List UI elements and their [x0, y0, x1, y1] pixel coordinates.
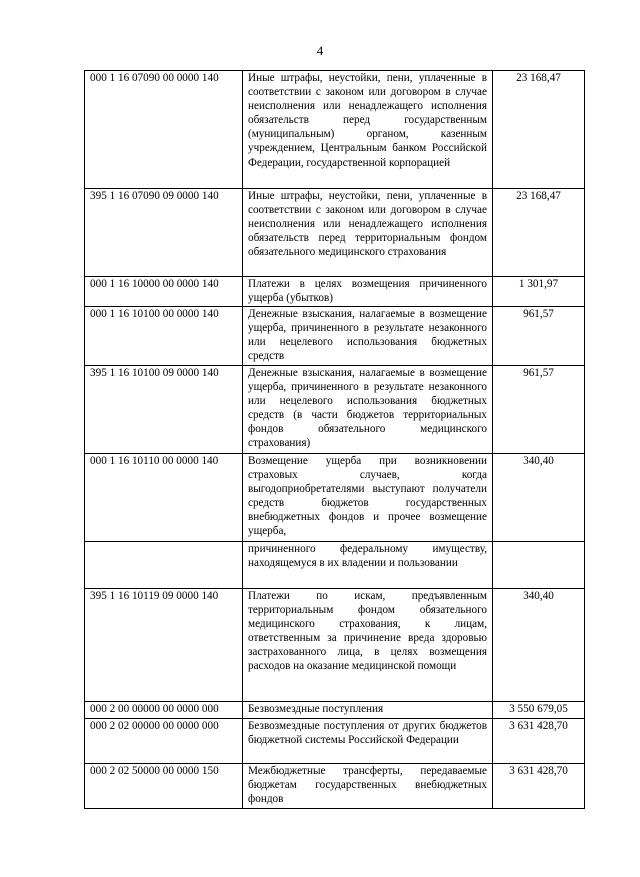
revenue-name-cell: Безвозмездные поступления	[243, 702, 493, 719]
budget-code-cell: 395 1 16 07090 09 0000 140	[85, 189, 243, 277]
amount-cell: 961,57	[493, 366, 585, 454]
revenue-name-cell: причиненного федеральному имуществу, находящемуся в их владении и пользовании	[243, 542, 493, 589]
amount-cell: 23 168,47	[493, 189, 585, 277]
budget-code-cell: 395 1 16 10100 09 0000 140	[85, 366, 243, 454]
revenue-name-cell: Денежные взыскания, налагаемые в возмещение ущерба, причиненного в результате незаконного или нецелевого использования бюджетных средств	[243, 307, 493, 366]
budget-code-cell: 000 2 00 00000 00 0000 000	[85, 702, 243, 719]
table-row	[85, 764, 585, 809]
revenue-name-cell: Платежи по искам, предъявленным территориальным фондом обязательного медицинского страхования, к лицам, ответственным за причинение вреда здоровью застрахованного лица, в целях возмещения расходов на оказание медицинской помощи	[243, 589, 493, 702]
table-row	[85, 366, 585, 454]
budget-code-cell: 000 1 16 10000 00 0000 140	[85, 277, 243, 307]
amount-cell: 3 631 428,70	[493, 764, 585, 809]
budget-code-cell: 000 2 02 00000 00 0000 000	[85, 719, 243, 764]
revenue-name-cell: Межбюджетные трансферты, передаваемые бюджетам государственных внебюджетных фондов	[243, 764, 493, 809]
amount-cell: 1 301,97	[493, 277, 585, 307]
table-row	[85, 702, 585, 719]
amount-cell: 23 168,47	[493, 71, 585, 189]
budget-revenue-table	[84, 70, 585, 809]
table-row	[85, 277, 585, 307]
budget-code-cell: 395 1 16 10119 09 0000 140	[85, 589, 243, 702]
revenue-name-cell: Платежи в целях возмещения причиненного ущерба (убытков)	[243, 277, 493, 307]
amount-cell: 340,40	[493, 454, 585, 542]
page-number: 4	[316, 43, 324, 58]
table-row	[85, 719, 585, 764]
revenue-name-cell: Безвозмездные поступления от других бюджетов бюджетной системы Российской Федерации	[243, 719, 493, 764]
table-row	[85, 589, 585, 702]
amount-cell: 340,40	[493, 589, 585, 702]
budget-code-cell: 000 2 02 50000 00 0000 150	[85, 764, 243, 809]
revenue-name-cell: Иные штрафы, неустойки, пени, уплаченные в соответствии с законом или договором в случае неисполнения или ненадлежащего исполнения обязательств перед территориальным фондом обязательного медицинского страхования	[243, 189, 493, 277]
amount-cell	[493, 542, 585, 589]
revenue-name-cell: Денежные взыскания, налагаемые в возмещение ущерба, причиненного в результате незаконного или нецелевого использования бюджетных средств (в части бюджетов территориальных фондов обязательного медицинского страхования)	[243, 366, 493, 454]
table-row	[85, 307, 585, 366]
table-row	[85, 454, 585, 542]
budget-code-cell: 000 1 16 10100 00 0000 140	[85, 307, 243, 366]
budget-code-cell: 000 1 16 10110 00 0000 140	[85, 454, 243, 542]
table-row	[85, 189, 585, 277]
revenue-name-cell: Возмещение ущерба при возникновении страховых случаев, когда выгодоприобретателями выступают получатели средств бюджетов государственных внебюджетных фондов и прочее возмещение ущерба,	[243, 454, 493, 542]
revenue-name-cell: Иные штрафы, неустойки, пени, уплаченные в соответствии с законом или договором в случае неисполнения или ненадлежащего исполнения обязательств перед государственным (муниципальным) органом, казенным учреждением, Центральным банком Российской Федерации, государственной корпорацией	[243, 71, 493, 189]
amount-cell: 3 631 428,70	[493, 719, 585, 764]
budget-code-cell: 000 1 16 07090 00 0000 140	[85, 71, 243, 189]
amount-cell: 961,57	[493, 307, 585, 366]
table-row	[85, 71, 585, 189]
amount-cell: 3 550 679,05	[493, 702, 585, 719]
budget-code-cell	[85, 542, 243, 589]
table-row	[85, 542, 585, 589]
